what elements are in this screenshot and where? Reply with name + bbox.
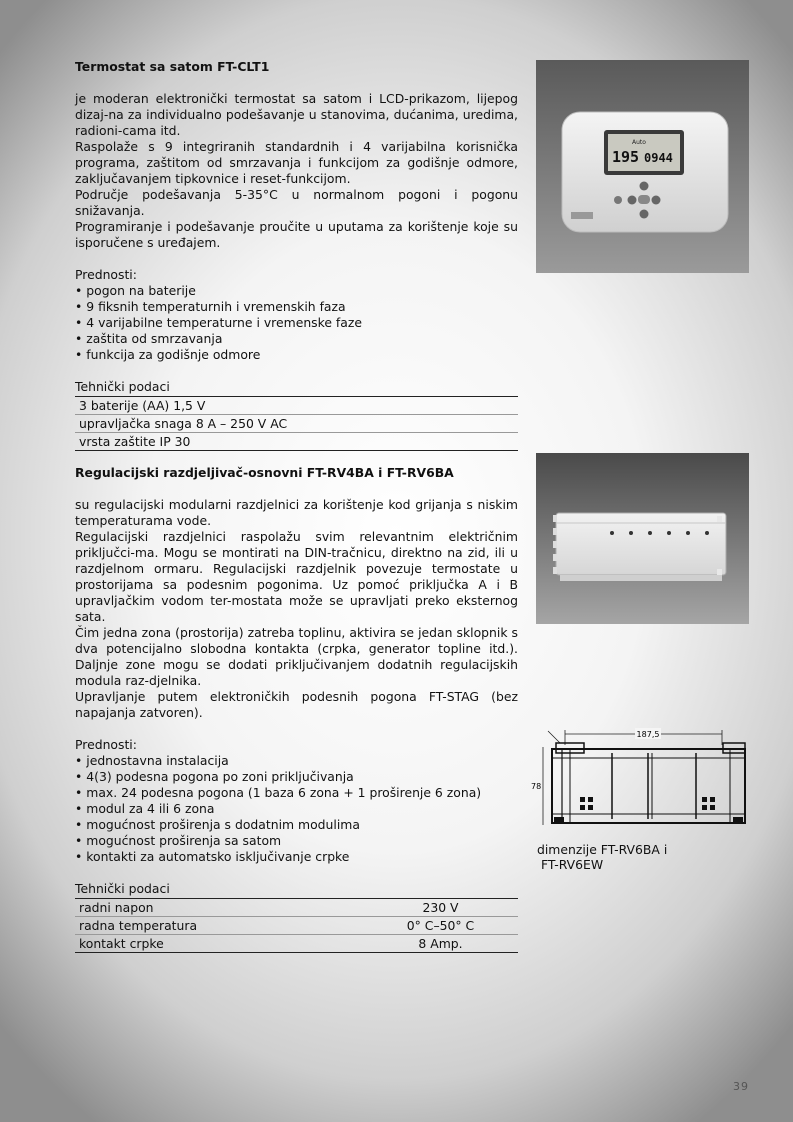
list-item: • mogućnost proširenja s dodatnim modulima (75, 817, 518, 833)
left-button-icon (628, 196, 637, 205)
advantages-list (75, 753, 518, 865)
led-icon (705, 531, 709, 535)
table-cell: 8 Amp. (359, 935, 518, 953)
table-cell: 3 baterije (AA) 1,5 V (75, 397, 518, 415)
paragraph: je moderan elektronički termostat sa satom i LCD-prikazom, lijepog dizaj-na za individualno podešavanje u stanovima, dućanima, uredima, radioni-cama itd. (75, 91, 518, 138)
table-cell: 230 V (359, 899, 518, 917)
advantages-list (75, 283, 518, 363)
up-button-icon (640, 182, 649, 191)
caption-line: FT-RV6EW (537, 857, 604, 872)
table-row (75, 917, 518, 935)
thermostat-photo (536, 60, 749, 273)
list-item: • kontakti za automatsko isključivanje crpke (75, 849, 518, 865)
paragraph: Upravljanje putem elektroničkih podesnih pogona FT-STAG (bez napajanja zatvoren). (75, 689, 518, 720)
led-icon (686, 531, 690, 535)
paragraph: su regulacijski modularni razdjelnici za korištenje kod grijanja s niskim temperaturama vode. (75, 497, 518, 528)
distributor-photo (536, 453, 749, 624)
led-icon (648, 531, 652, 535)
section-distributor (75, 465, 518, 953)
list-item: • 9 fiksnih temperaturnih i vremenskih faza (75, 299, 518, 315)
list-item: • modul za 4 ili 6 zona (75, 801, 518, 817)
side-button-icon (614, 196, 622, 204)
paragraph: Područje podešavanja 5-35°C u normalnom pogoni i pogonu snižavanja. (75, 187, 518, 218)
list-item: • zaštita od smrzavanja (75, 331, 518, 347)
thermostat-illustration (536, 60, 749, 273)
section-title: Regulacijski razdjeljivač-osnovni FT-RV4BA i FT-RV6BA (75, 465, 454, 480)
down-button-icon (640, 210, 649, 219)
table-row (75, 397, 518, 415)
spec-table (75, 396, 518, 451)
paragraph: Regulacijski razdjelnici raspolažu svim relevantnim električnim priključci-ma. Mogu se montirati na DIN-tračnicu, direktno na zid, ili u razdjelnom ormaru. Regulacijski razdjelnik povezuje termostate u prostorijama sa podesnim pogonima. Uz pomoć priključka A i B upravljačkim vodom ter-mostata može se upravljati preko eksternog sata. (75, 529, 518, 624)
table-row (75, 935, 518, 953)
ok-button-icon (638, 195, 650, 204)
led-icon (667, 531, 671, 535)
dimension-drawing (530, 725, 750, 830)
width-dimension-label: 187,5 (636, 730, 660, 739)
caption-line: dimenzije FT-RV6BA i (537, 842, 668, 857)
table-cell: vrsta zaštite IP 30 (75, 433, 518, 451)
table-cell: kontakt crpke (75, 935, 359, 953)
page-number: 39 (733, 1080, 749, 1093)
paragraph: Raspolaže s 9 integriranih standardnih i 4 varijabilna korisnička programa, zaštitom od smrzavanja i funkcijom za godišnje odmore, zaključavanjem tipkovnice i reset-funkcijom. (75, 139, 518, 186)
table-cell: 0° C–50° C (359, 917, 518, 935)
height-dimension-label: 78 (531, 782, 542, 791)
section-thermostat (75, 59, 518, 451)
led-icon (629, 531, 633, 535)
lcd-mode: Auto (632, 139, 646, 146)
table-cell: upravljačka snaga 8 A – 250 V AC (75, 415, 518, 433)
table-cell: radna temperatura (75, 917, 359, 935)
table-cell: radni napon (75, 899, 359, 917)
list-item: • funkcija za godišnje odmore (75, 347, 518, 363)
table-row (75, 899, 518, 917)
list-item: • max. 24 podesna pogona (1 baza 6 zona + 1 proširenje 6 zona) (75, 785, 518, 801)
table-row (75, 415, 518, 433)
advantages-heading: Prednosti: (75, 267, 137, 282)
distributor-illustration (536, 453, 749, 624)
lcd-time: 0944 (644, 151, 673, 165)
brand-logo-icon (571, 212, 593, 219)
paragraph: Čim jedna zona (prostorija) zatreba toplinu, aktivira se jedan sklopnik s dva potencijalno slobodna kontakta (crpka, generator topline itd.). Daljnje zone mogu se dodati priključivanjem dodatnih regulacijskih modula raz-djelnika. (75, 625, 518, 688)
advantages-heading: Prednosti: (75, 737, 137, 752)
spec-heading: Tehnički podaci (75, 379, 170, 394)
table-row (75, 433, 518, 451)
paragraph: Programiranje i podešavanje proučite u uputama za korištenje koje su isporučene s uređajem. (75, 219, 518, 250)
drawing-caption (537, 842, 667, 872)
lcd-temperature: 195 (612, 148, 640, 166)
spec-heading: Tehnički podaci (75, 881, 170, 896)
led-icon (610, 531, 614, 535)
spec-table (75, 898, 518, 953)
section-title: Termostat sa satom FT-CLT1 (75, 59, 270, 74)
list-item: • mogućnost proširenja sa satom (75, 833, 518, 849)
list-item: • 4(3) podesna pogona po zoni priključivanja (75, 769, 518, 785)
list-item: • 4 varijabilne temperaturne i vremenske faze (75, 315, 518, 331)
list-item: • jednostavna instalacija (75, 753, 518, 769)
list-item: • pogon na baterije (75, 283, 518, 299)
right-button-icon (652, 196, 661, 205)
